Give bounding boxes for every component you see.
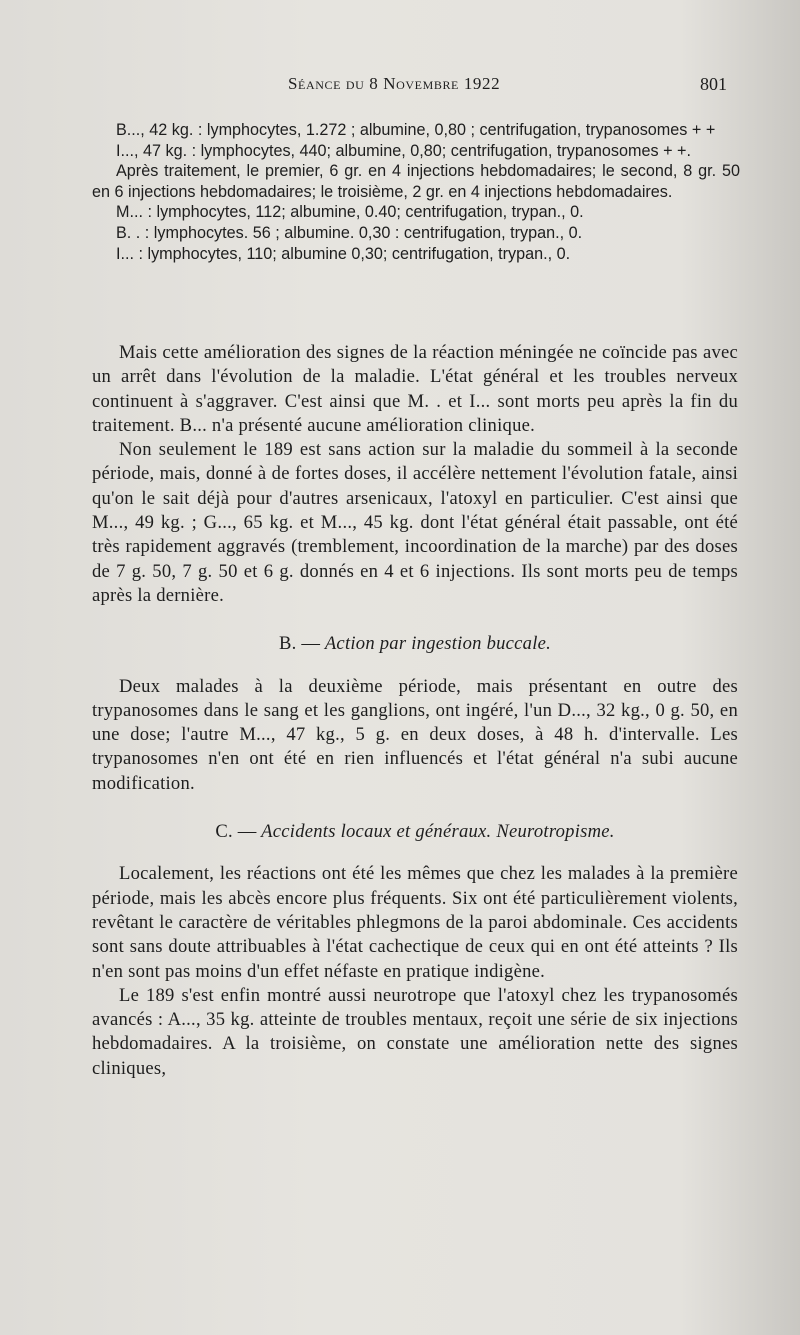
case-note: B..., 42 kg. : lymphocytes, 1.272 ; albumine, 0,80 ; centrifugation, trypanosomes + + [116, 121, 716, 139]
case-note: B. . : lymphocytes. 56 ; albumine. 0,30 : centrifugation, trypan., 0. [116, 223, 583, 242]
section-heading-b [92, 632, 738, 656]
running-title: Séance du 8 Novembre 1922 [288, 74, 501, 93]
paragraph: Localement, les réactions ont été les mêmes que chez les malades à la première période, mais les abcès encore plus fréquents. Six ont été particulièrement violents, revêtant le caractère de véritables phlegmons de la paroi abdominale. Ces accidents sont sans doute attribuables à l'état cachectique de ceux qui en ont été atteints ? Ils n'en sont pas moins d'un effet néfaste en pratique indigène. [92, 863, 738, 982]
paragraph: Le 189 s'est enfin montré aussi neurotrope que l'atoxyl chez les trypanosomés avancés : A..., 35 kg. atteinte de troubles mentaux, reçoit une série de six injections hebdomadaires. A la troisième, on constate une amélioration nette des signes cliniques, [92, 984, 738, 1079]
section-title: Action par ingestion buccale. [324, 633, 552, 655]
main-text [92, 341, 738, 1081]
case-note: Après traitement, le premier, 6 gr. en 4 injections hebdomadaires; le second, 8 gr. 50 en 6 injections hebdomadaires; le troisième, 2 gr. en 4 injections hebdomadaires. [92, 162, 740, 201]
case-note: M... : lymphocytes, 112; albumine, 0.40; centrifugation, trypan., 0. [116, 203, 584, 222]
page-number: 801 [700, 74, 727, 94]
page-header [0, 74, 800, 100]
paragraph: Non seulement le 189 est sans action sur la maladie du sommeil à la seconde période, mais, donné à de fortes doses, il accélère nettement l'évolution fatale, ainsi qu'on le sait déjà pour d'autres arsenicaux, l'atoxyl en particulier. C'est ainsi que M..., 49 kg. ; G..., 65 kg. et M..., 45 kg. dont l'état général était passable, ont été très rapidement aggravés (tremblement, incoordination de la marche) par des doses de 7 g. 50, 7 g. 50 et 6 g. donnés en 4 et 6 injections. Ils sont morts peu de temps après la dernière. [92, 439, 738, 606]
case-notes [92, 120, 740, 264]
section-letter: C. — [215, 821, 257, 843]
case-note: I... : lymphocytes, 110; albumine 0,30; centrifugation, trypan., 0. [116, 244, 571, 263]
section-heading-c [92, 820, 738, 844]
section-letter: B. — [278, 633, 321, 655]
paragraph: Deux malades à la deuxième période, mais présentant en outre des trypanosomes dans le sang et les ganglions, ont ingéré, l'un D..., 32 kg., 0 g. 50, en une dose; l'autre M..., 47 kg., 5 g. en deux doses, à 48 h. d'intervalle. Les trypanosomes n'en ont été en rien influencés et l'état général n'a subi aucune modification. [92, 675, 738, 794]
paragraph: Mais cette amélioration des signes de la réaction méningée ne coïncide pas avec un arrêt dans l'évolution de la maladie. L'état général et les troubles nerveux continuent à s'aggraver. C'est ainsi que M. . et I... sont morts peu après la fin du traitement. B... n'a présenté aucune amélioration clinique. [92, 342, 738, 436]
case-note: I..., 47 kg. : lymphocytes, 440; albumine, 0,80; centrifugation, trypanosomes + +. [116, 141, 691, 160]
section-title: Accidents locaux et généraux. Neurotropisme. [261, 821, 615, 843]
